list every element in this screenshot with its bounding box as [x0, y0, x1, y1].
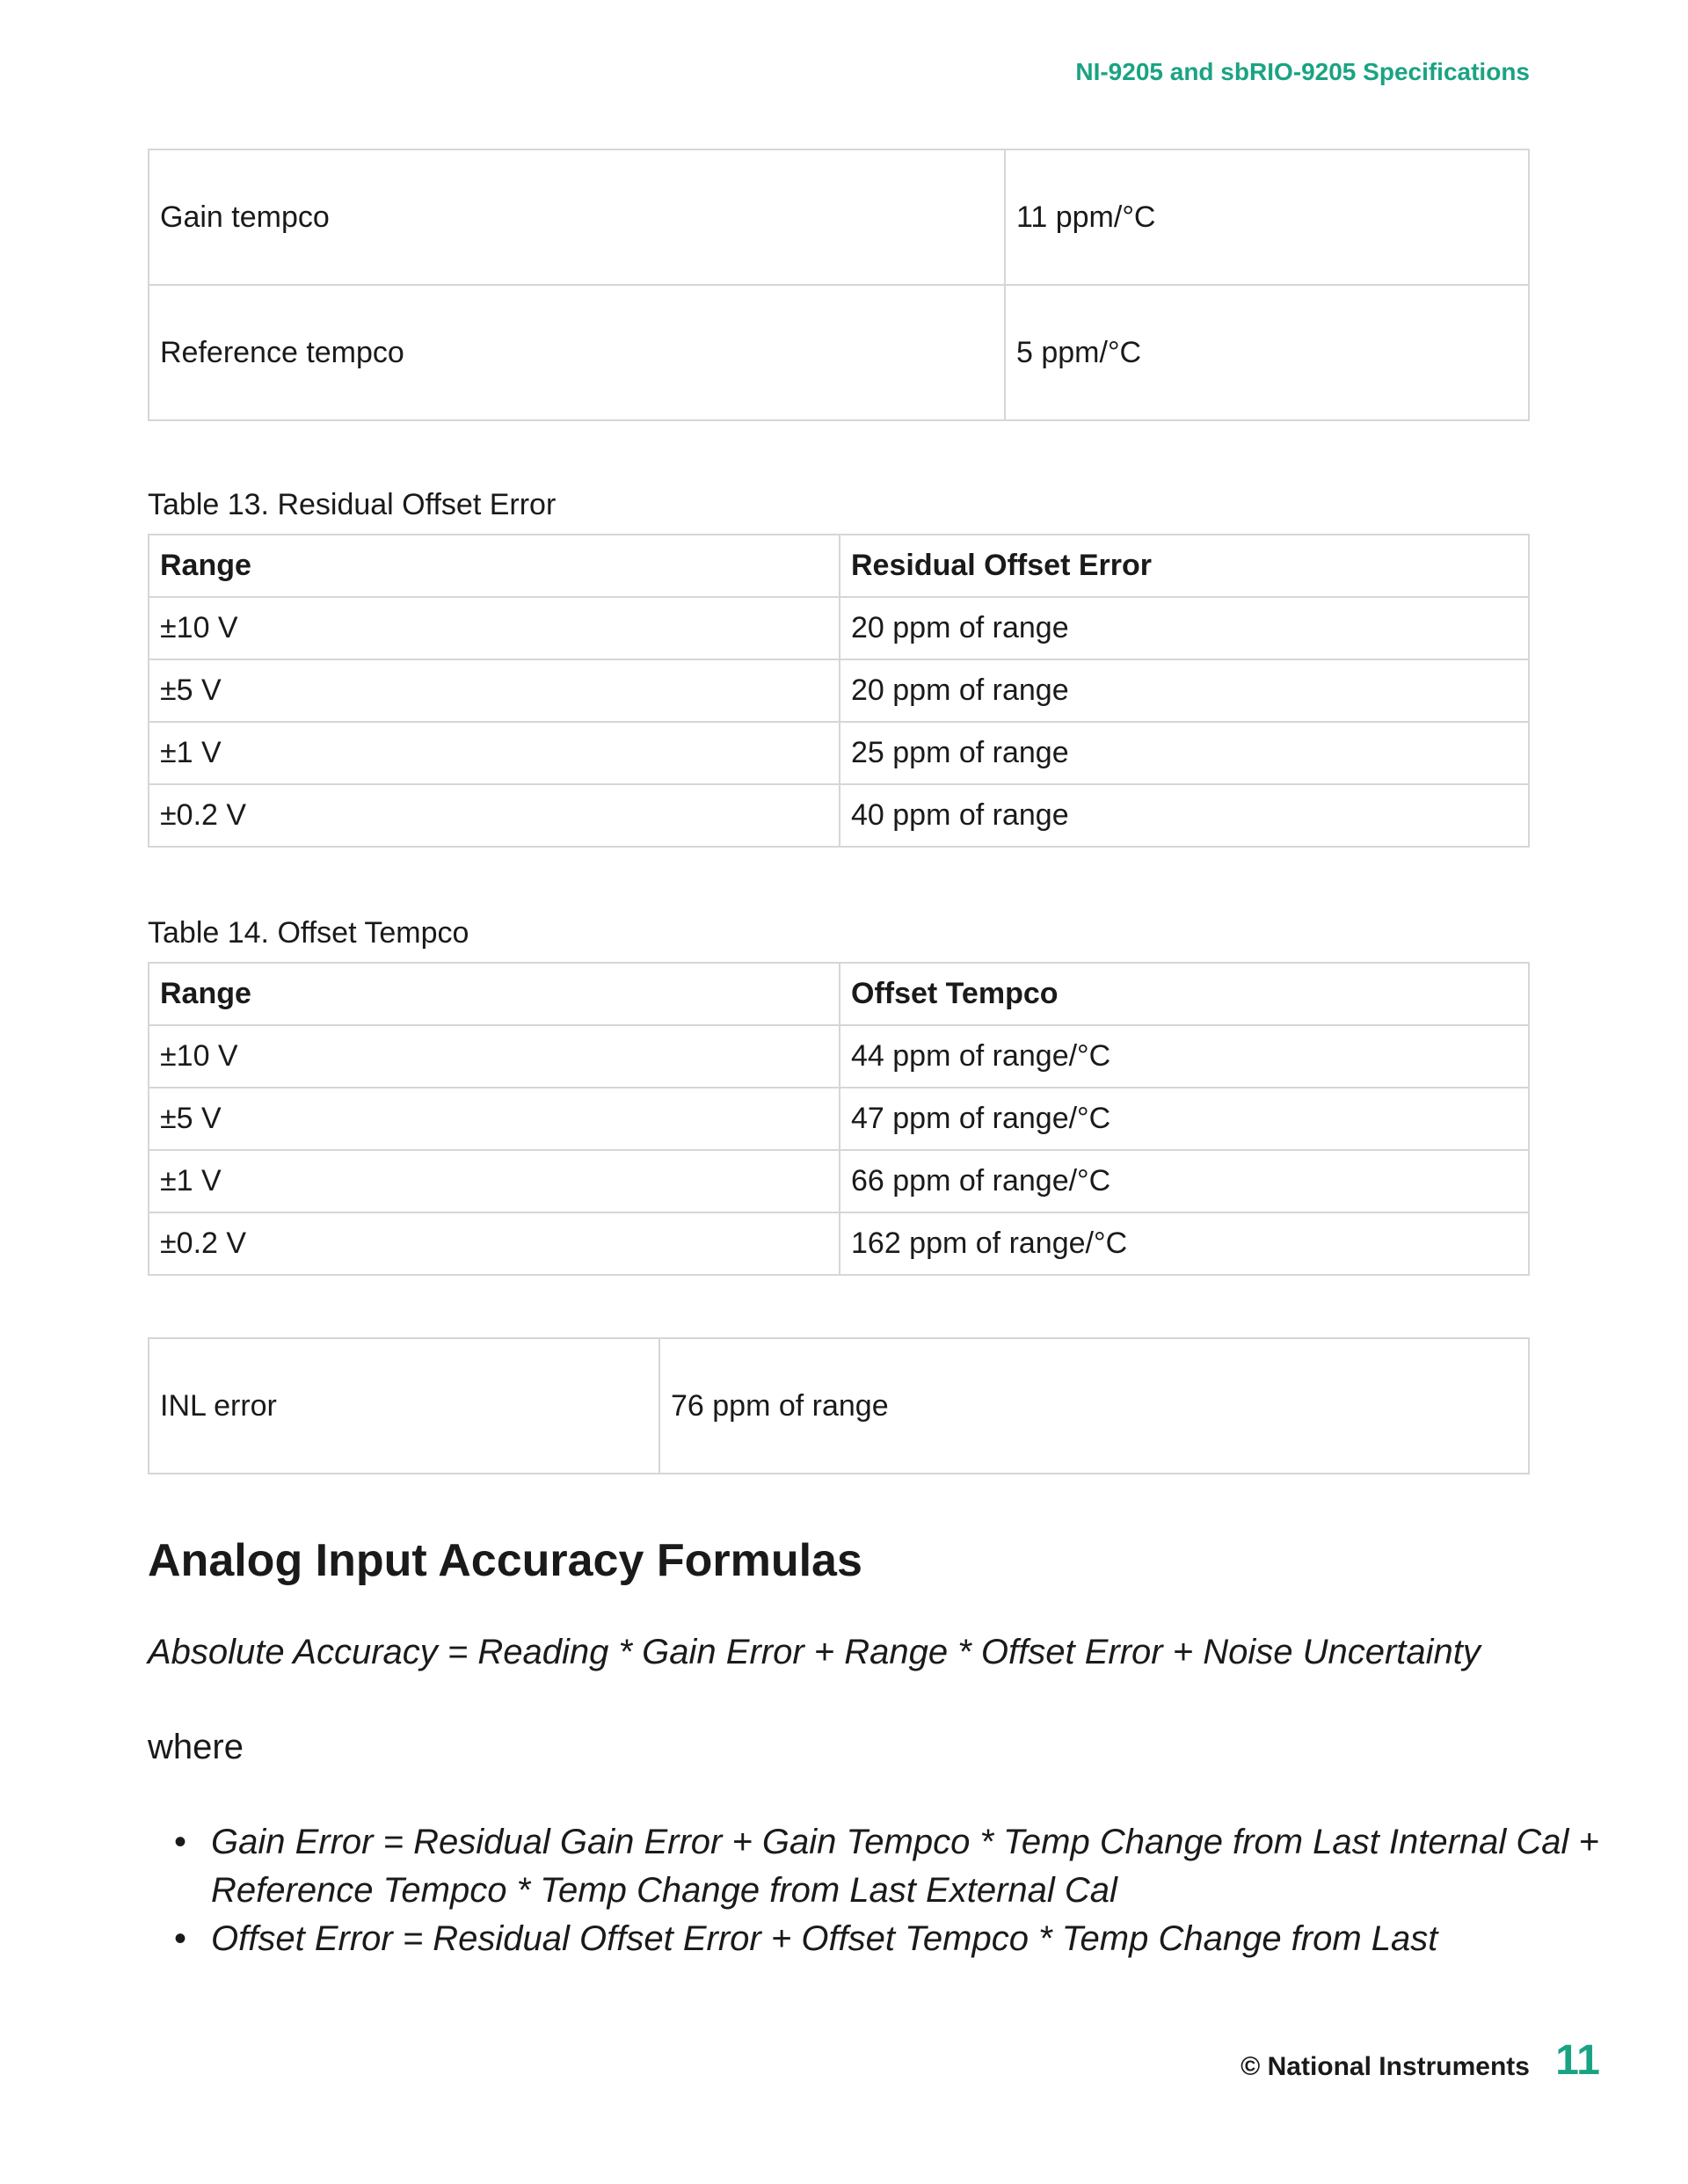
table-cell: ±1 V	[149, 722, 840, 784]
table-cell: ±0.2 V	[149, 1212, 840, 1275]
inl-table	[148, 1337, 1530, 1474]
column-header: Range	[149, 963, 840, 1025]
table-row	[149, 659, 1529, 722]
table-cell: 47 ppm of range/°C	[840, 1088, 1529, 1150]
table-cell: 25 ppm of range	[840, 722, 1529, 784]
table-row	[149, 1025, 1529, 1088]
formula-definitions-list	[148, 1818, 1600, 1963]
footer-copyright: © National Instruments	[1241, 2052, 1530, 2081]
table-row	[149, 1338, 1529, 1474]
table-caption: Table 14. Offset Tempco	[148, 916, 469, 950]
residual-offset-table	[148, 534, 1530, 848]
table-cell-label: INL error	[149, 1338, 659, 1474]
accuracy-formula: Absolute Accuracy = Reading * Gain Error + Range * Offset Error + Noise Uncertainty	[148, 1633, 1481, 1671]
table-cell: 66 ppm of range/°C	[840, 1150, 1529, 1212]
table-row	[149, 784, 1529, 847]
table-row	[149, 1088, 1529, 1150]
table-row	[149, 149, 1529, 285]
table-cell: ±10 V	[149, 1025, 840, 1088]
column-header: Range	[149, 535, 840, 597]
table-cell: ±0.2 V	[149, 784, 840, 847]
table-cell-value: 11 ppm/°C	[1005, 149, 1529, 285]
tempco-table	[148, 149, 1530, 421]
table-cell-label: Reference tempco	[149, 285, 1005, 420]
table-cell: 40 ppm of range	[840, 784, 1529, 847]
list-item: • Offset Error = Residual Offset Error + Offset Tempco * Temp Change from Last	[211, 1915, 1600, 1963]
running-header: NI-9205 and sbRIO-9205 Specifications	[1075, 58, 1530, 85]
table-cell: 20 ppm of range	[840, 659, 1529, 722]
table-cell-value: 76 ppm of range	[659, 1338, 1529, 1474]
column-header: Residual Offset Error	[840, 535, 1529, 597]
table-row	[149, 285, 1529, 420]
table-row	[149, 1212, 1529, 1275]
table-cell: ±1 V	[149, 1150, 840, 1212]
table-cell: 20 ppm of range	[840, 597, 1529, 659]
table-row	[149, 1150, 1529, 1212]
table-cell: ±5 V	[149, 659, 840, 722]
where-text: where	[148, 1728, 244, 1766]
table-row	[149, 597, 1529, 659]
table-cell-label: Gain tempco	[149, 149, 1005, 285]
table-cell: 162 ppm of range/°C	[840, 1212, 1529, 1275]
table-cell: 44 ppm of range/°C	[840, 1025, 1529, 1088]
page-number: 11	[1555, 2037, 1600, 2084]
table-row	[149, 722, 1529, 784]
table-cell: ±10 V	[149, 597, 840, 659]
list-item: • Gain Error = Residual Gain Error + Gain Tempco * Temp Change from Last Internal Cal + Reference Tempco * Temp Change from Last External Cal	[211, 1818, 1600, 1915]
table-cell-value: 5 ppm/°C	[1005, 285, 1529, 420]
table-header-row	[149, 535, 1529, 597]
table-cell: ±5 V	[149, 1088, 840, 1150]
section-heading: Analog Input Accuracy Formulas	[148, 1535, 862, 1586]
column-header: Offset Tempco	[840, 963, 1529, 1025]
offset-tempco-table	[148, 962, 1530, 1276]
table-header-row	[149, 963, 1529, 1025]
table-caption: Table 13. Residual Offset Error	[148, 488, 557, 521]
